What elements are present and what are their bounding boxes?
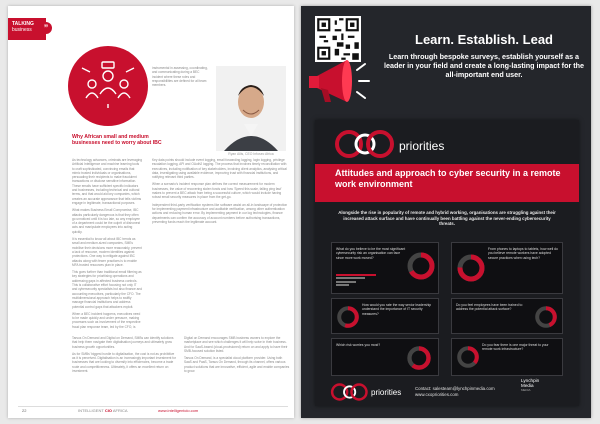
bar (336, 274, 376, 276)
survey-box-3 (331, 298, 439, 334)
advert-headline: Learn. Establish. Lead (415, 32, 553, 47)
contact-email[interactable]: Contact: salesteam@lynchpinmedia.com (415, 386, 495, 391)
survey-question: Do you feel employees have been trained to address the potential attack surface? (456, 303, 523, 312)
cxo-priorities-brand (333, 128, 533, 160)
article-column-1 (72, 158, 142, 332)
magazine-url: www.intelligentcio.com (158, 408, 199, 413)
business-people-icon (78, 60, 138, 110)
page-footer (8, 406, 294, 418)
megaphone-icon (303, 46, 373, 116)
survey-question: Do you fear there is one major threat to your remote work infrastructure? (482, 343, 549, 352)
photo-caption: Ryan Allis, CEO Infosec Africa (228, 152, 274, 156)
survey-box-6 (451, 338, 563, 376)
article-headline: Why African small and medium businesses need to worry about IBC (72, 134, 162, 146)
publisher-line3: MEDIA (521, 388, 531, 392)
article-column-4 (184, 336, 290, 376)
quote-bubble-icon: ” (40, 22, 52, 34)
survey-box-5 (331, 338, 439, 376)
talking-business-logo (8, 18, 49, 40)
paragraph: Key data points should include event logging, email forwarding logging, login logging, privilege escalation logging, API and OAuth2 logging. The process that involves timely reconciliation with executives, including notification of key stakeholders, involving client analytics, analysing critical data, investigating using available evidence, improving trust with financial institutions, and notifying relevant third parties. (152, 158, 287, 180)
bar (336, 281, 356, 283)
paragraph: It is essential to know all about IBC trends as small and medium-sized companies, SMEs mobilise their decisions more reasonably, prevent a lack of resource, modern identities against protections. One way to mitigate against IBC attacks along with fewer practices is to enable MFA trusted resources plan in place. (72, 237, 142, 267)
article-column-2a (152, 66, 210, 156)
bar (336, 277, 365, 279)
right-advert-page (301, 6, 591, 418)
left-magazine-page (8, 6, 294, 418)
portrait-illustration (216, 66, 286, 151)
paragraph: When a scenario's incident response plan defines the correct measurement for modern businesses, the value of recovering stolen funds and how 'Speed this scale, falling ping fast' makes to prevent a BEC attack from being a successful culture, which would include having robust email security measures in place from the get-go. (152, 182, 282, 200)
survey-box-1 (331, 242, 439, 294)
publisher-line2: Media (521, 383, 534, 388)
mag-prefix: INTELLIGENT (78, 408, 104, 413)
mag-brand: CIO (104, 408, 112, 413)
paragraph: As technology advances, criminals are leveraging Artificial Intelligence and machine learning tools to craft sophisticated, convincing emails that mimic trusted individuals or organisations, persuading their recipients to make fraudulent transactions or disclose sensitive information. These emails have sufficient specific indicators and businesses, including technical and cultural terms, and that would aid key companies, which creates an accurate appearance that tells victims engage in legitimate, transactional purposes. (72, 158, 142, 205)
paragraph: Independent third-party verification systems like software assist an all-in landscape of protection for implementing payment infrastructure and auditable verification, among other authentication actions and reducing human error. By implementing payment in our log technologies, finance departments can confirm the accuracy of account numbers before authorising transactions, preventing funds reach the legitimate account. (152, 202, 288, 224)
contact-lines (415, 386, 535, 398)
donut-chart (406, 345, 432, 371)
survey-question: From phones to laptops to tablets, how well do you believe remote workers have adopted secure practices when using tech? (488, 247, 558, 260)
article-column-3 (72, 336, 178, 376)
logo-line1: TALKING (12, 21, 34, 27)
article-column-2b (152, 158, 290, 258)
lynchpin-media-logo (521, 378, 571, 404)
contact-website[interactable]: www.cxopriorities.com (415, 391, 459, 397)
priorities-infographic (315, 120, 579, 406)
paragraph: Tarsus On Demand, is a specialist cloud platform provider. Using both SaaS and PaaS, Tarsus On Demand, through its channel, offers various product solutions that are innovative, efficient, agile and enable companies to grow. (184, 356, 290, 374)
donut-chart (406, 251, 436, 281)
publisher-line1: Lynchpin (521, 378, 540, 383)
cxo-rings-icon (333, 128, 395, 160)
title-banner (315, 164, 579, 202)
magazine-name (78, 408, 128, 413)
donut-chart (534, 305, 558, 329)
bar (336, 284, 349, 286)
bar-list (336, 273, 402, 287)
donut-chart (456, 345, 480, 369)
brand-name: priorities (399, 139, 445, 153)
paragraph: This goes further than traditional email filtering as key strategies for prioritising operations and addressing gaps in affected business controls. This is collaborative effort focusing not only IT and cybersecurity specialists but also finance and accounting executives, particularly the CFO. The multidimensional approach helps to swiftly manage financial institutions and address potential control gaps that attackers exploit. (72, 270, 142, 309)
infographic-intro: Alongside the rise in popularity of remote and hybrid working, organisations are struggling against their increased attack surface and have continually been battling against the never-ending cybersecurity threats. (338, 210, 556, 227)
paragraph: Digital on Demand encourages SMB business owners to explore the marketplace and see which challenges it will help solve in their business. And for SaaS-based (cloud-provisioned) return on and apply to have their SMB-focused solution listed. (184, 336, 288, 353)
survey-question: Which risk worries you most? (336, 343, 381, 347)
footer-rule (18, 406, 288, 407)
footer-brand-name: priorities (371, 388, 402, 397)
paragraph: When a BEC incident happens, executives need to be made quickly and under pressure, making processes such as involvement of the respective fraud plan response team, led by the CFO, is (72, 311, 141, 329)
donut-chart (336, 305, 360, 329)
ceo-photo (216, 66, 286, 151)
survey-box-2 (451, 242, 563, 294)
survey-question: What do you believe to be the most significant cybersecurity risk an organisation can face since more work moved? (336, 247, 406, 260)
cxo-rings-small-icon (329, 382, 369, 402)
infographic-title: Attitudes and approach to cyber security in a remote work environment (335, 168, 561, 189)
advert-subheadline: Learn through bespoke surveys, establish yourself as a leader in your field and create a long-lasting impact for the all-important end user. (383, 52, 585, 79)
paragraph: Tarsus On Demand and Digital on Demand, SMBs can identify solutions that help them navigate their digitalisation journeys and ultimately grow business growth opportunities. (72, 336, 174, 349)
survey-box-4 (451, 298, 563, 334)
logo-line2: business (12, 27, 32, 33)
survey-question: How would you rate the way senior leadership understand the importance of IT security measures? (362, 303, 432, 316)
donut-chart (456, 253, 486, 283)
page-number: 22 (22, 408, 27, 413)
paragraph: What makes Business Email Compromise, IBC attacks particularly dangerous is that they often go unnoticed until it is too late, so any employee of a department could be the culprit of dishonest acts and manipulate employees into acting quickly. (72, 208, 141, 234)
mag-suffix: AFRICA (112, 408, 128, 413)
paragraph: instrumental in assessing, coordinating, and communicating during a BEC incident where these roles and responsibilities are defined for all team members. (152, 66, 208, 88)
paragraph: As for SMBs' biggest hurdle to digitalisation, the cost is not as prohibitive as it is perceived. Digitalisation is an increasingly important investment for businesses that are looking to diversify into efficiencies, become a trade route and competitiveness. Ultimately, it offers an excellent return on investment. (72, 351, 176, 374)
